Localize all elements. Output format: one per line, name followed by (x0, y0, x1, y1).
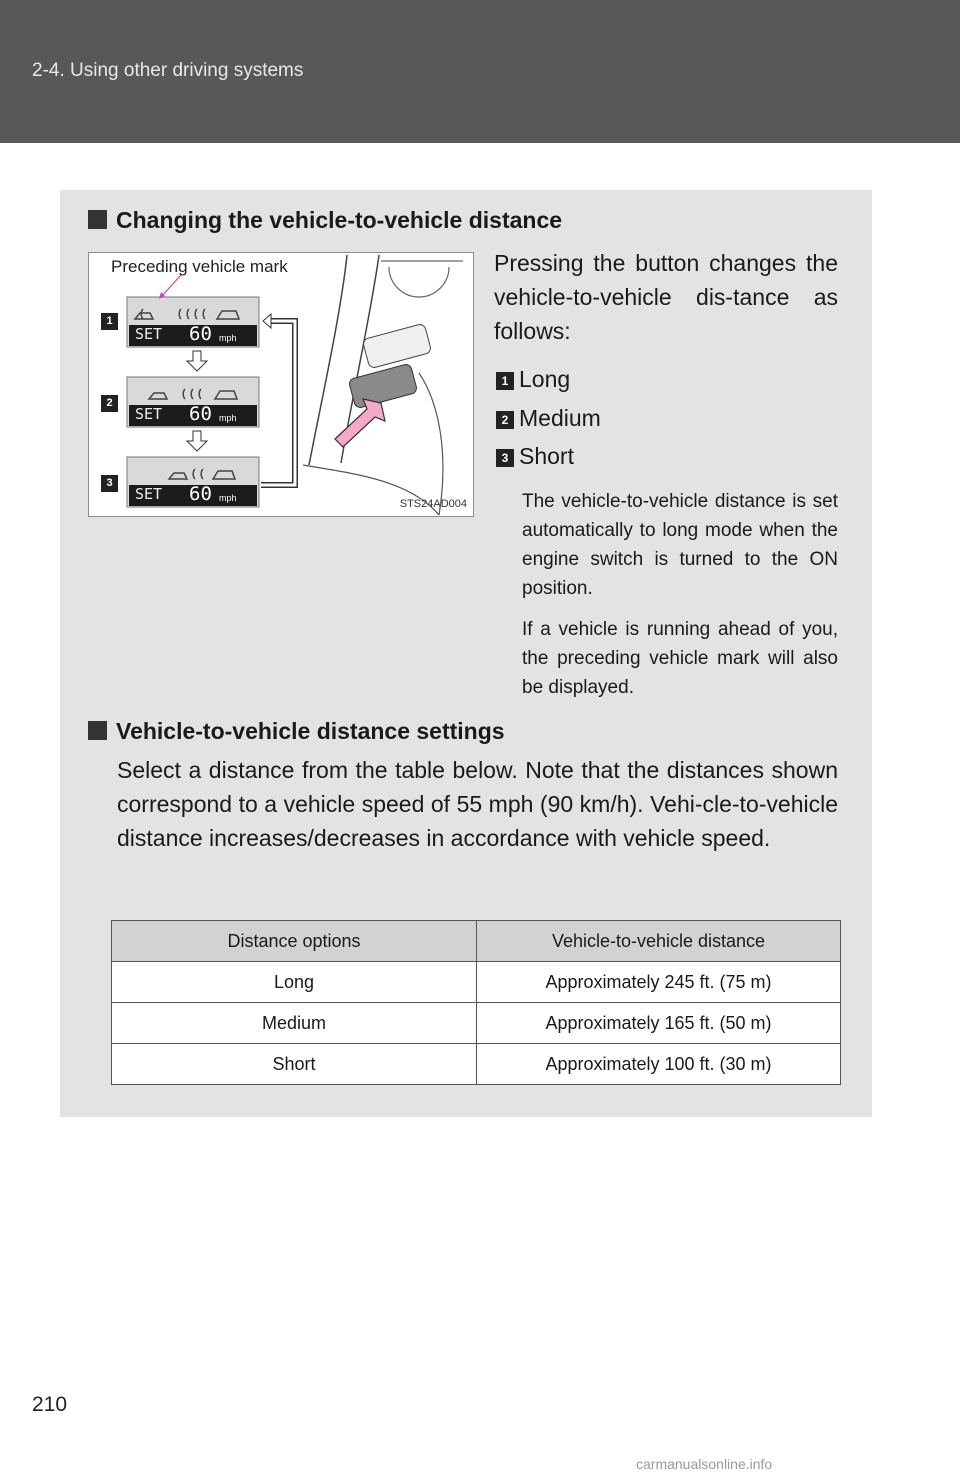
content-panel (60, 190, 872, 1117)
heading-square-icon (88, 721, 107, 740)
distance-table (111, 920, 841, 1085)
option-medium (496, 405, 601, 432)
table-row (112, 1003, 841, 1044)
preceding-vehicle-mark-label: Preceding vehicle mark (111, 257, 288, 276)
option-label: Medium (519, 405, 601, 431)
page-number: 210 (32, 1393, 68, 1416)
page-header (0, 0, 960, 143)
display-3-speed: 60 (189, 483, 212, 505)
display-1-set: SET (135, 325, 163, 343)
note-preceding-vehicle: If a vehicle is running ahead of you, the preceding vehicle mark will also be displayed. (522, 619, 838, 698)
settings-body-text: Select a distance from the table below. Note that the distances shown correspond to a vehicle speed of 55 mph (90 km/h). Vehi-cle-to-vehicle distance increases/decreases in accordance with vehicle speed. (117, 757, 838, 851)
table-header-row (112, 921, 841, 962)
table-cell: Medium (112, 1003, 477, 1044)
option-label: Long (519, 366, 571, 392)
option-short (496, 443, 574, 470)
heading-square-icon (88, 210, 107, 229)
option-badge-1: 1 (496, 372, 514, 390)
note-long-mode: The vehicle-to-vehicle distance is set automatically to long mode when the engine switch is turned to the ON position. (522, 491, 838, 599)
watermark: carmanualsonline.info (636, 1456, 773, 1472)
table-cell: Approximately 100 ft. (30 m) (477, 1044, 841, 1085)
section-title: 2-4. Using other driving systems (32, 60, 304, 81)
option-long (496, 366, 570, 393)
table-row (112, 1044, 841, 1085)
heading-changing-distance (88, 207, 562, 234)
intro-text: Pressing the button changes the vehicle-to-vehicle dis-tance as follows: (494, 250, 838, 344)
option-label: Short (519, 443, 574, 469)
figure-badge-1: 1 (101, 313, 118, 330)
heading-text: Changing the vehicle-to-vehicle distance (116, 207, 563, 233)
display-2-unit: mph (219, 413, 237, 423)
option-badge-2: 2 (496, 411, 514, 429)
illustration-drawing (89, 253, 473, 516)
display-1-speed: 60 (189, 323, 212, 345)
table-row (112, 962, 841, 1003)
column-header: Vehicle-to-vehicle distance (477, 921, 841, 962)
column-header: Distance options (112, 921, 477, 962)
option-badge-3: 3 (496, 449, 514, 467)
table-cell: Short (112, 1044, 477, 1085)
heading-text: Vehicle-to-vehicle distance settings (116, 718, 505, 744)
table-cell: Approximately 245 ft. (75 m) (477, 962, 841, 1003)
display-1-unit: mph (219, 333, 237, 343)
figure-badge-3: 3 (101, 475, 118, 492)
table-cell: Approximately 165 ft. (50 m) (477, 1003, 841, 1044)
display-2-set: SET (135, 405, 163, 423)
heading-distance-settings (88, 718, 505, 745)
display-2-speed: 60 (189, 403, 212, 425)
display-3-unit: mph (219, 493, 237, 503)
illustration (88, 252, 474, 517)
figure-badge-2: 2 (101, 395, 118, 412)
table-cell: Long (112, 962, 477, 1003)
figure-code: STS24AD004 (399, 498, 467, 510)
display-3-set: SET (135, 485, 163, 503)
